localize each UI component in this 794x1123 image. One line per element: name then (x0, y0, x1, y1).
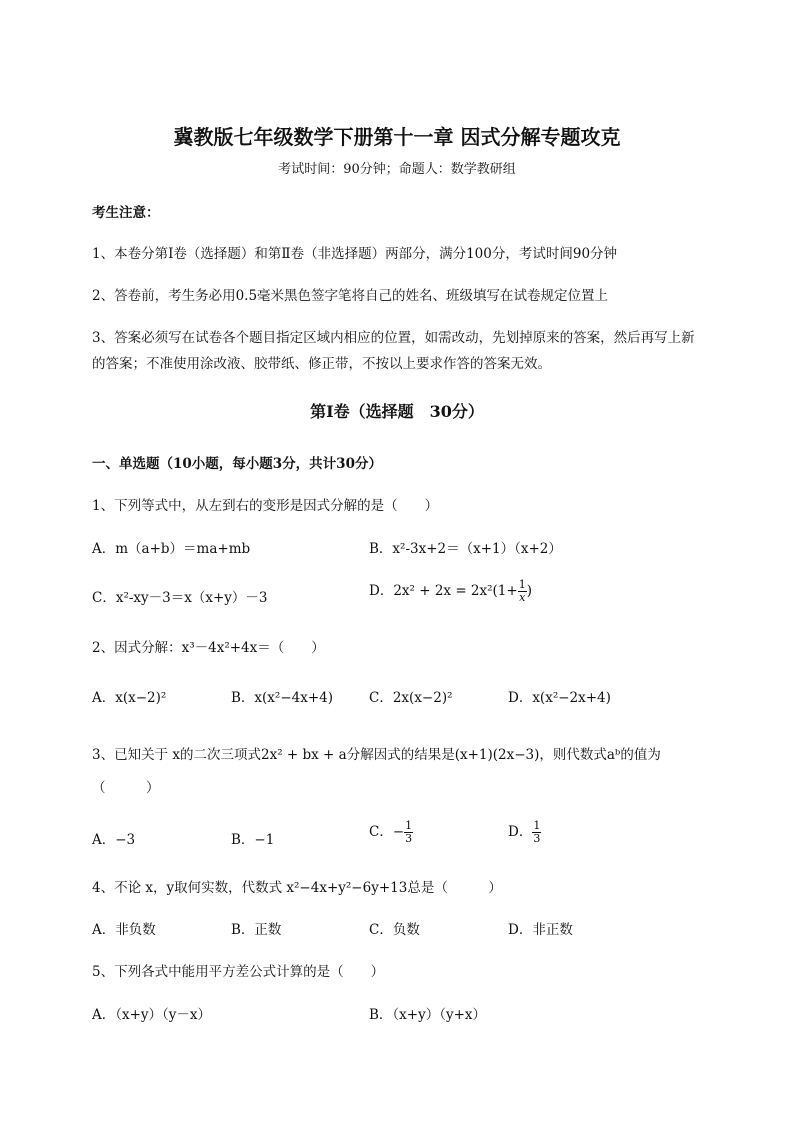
fraction (532, 820, 541, 845)
notice-heading: 考生注意： (92, 205, 160, 221)
numerator: 1 (405, 819, 413, 832)
notice-item-3: 3、答案必须写在试卷各个题目指定区域内相应的位置，如需改动，先划掉原来的答案，然后再写上新 (92, 330, 695, 346)
question-4-stem: 4、不论 x，y取何实数，代数式 x²−4x+y²−6y+13总是（ ） (92, 880, 502, 896)
question-4-option-d[interactable]: D．非正数 (508, 922, 573, 938)
question-2-option-b[interactable]: B．x(x²−4x+4) (231, 690, 334, 706)
denominator: 3 (405, 832, 413, 845)
question-5-stem: 5、下列各式中能用平方差公式计算的是（ ） (92, 964, 385, 980)
option-d-prefix: D． (508, 824, 533, 840)
option-d-close: ) (526, 583, 532, 599)
question-1-option-c[interactable]: C．x²-xy－3＝x（x+y）－3 (92, 590, 268, 606)
question-2-option-c[interactable]: C．2x(x−2)² (369, 690, 453, 706)
numerator: 1 (533, 819, 541, 832)
question-1-stem: 1、下列等式中，从左到右的变形是因式分解的是（ ） (92, 498, 439, 514)
question-3-option-b[interactable]: B．−1 (231, 832, 275, 848)
question-4-option-a[interactable]: A．非负数 (92, 922, 156, 938)
question-3-stem: 3、已知关于 x的二次三项式2x² + bx + a分解因式的结果是(x+1)(2x−3)，则代数式aᵇ的值为 (92, 747, 661, 763)
denominator: 3 (533, 832, 541, 845)
fraction (518, 579, 527, 604)
question-1-option-d[interactable] (369, 579, 532, 604)
question-2-option-a[interactable]: A．x(x−2)² (92, 690, 167, 706)
exam-info: 考试时间：90分钟；命题人：数学教研组 (278, 162, 516, 177)
question-4-option-c[interactable]: C．负数 (369, 922, 420, 938)
numerator: 1 (518, 578, 526, 591)
question-3-option-d[interactable] (508, 820, 541, 845)
option-c-prefix: C．− (369, 824, 405, 840)
notice-item-2: 2、答卷前，考生务必用0.5毫米黑色签字笔将自己的姓名、班级填写在试卷规定位置上 (92, 288, 609, 304)
question-5-option-b[interactable]: B．（x+y）（y+x） (369, 1007, 487, 1023)
question-5-option-a[interactable]: A．（x+y）（y－x） (92, 1007, 212, 1023)
question-3-option-c[interactable] (369, 820, 413, 845)
question-2-option-d[interactable]: D．x(x²−2x+4) (508, 690, 611, 706)
question-1-option-a[interactable]: A．m（a+b）＝ma+mb (92, 541, 251, 557)
question-4-option-b[interactable]: B．正数 (231, 922, 282, 938)
option-d-expression: D．2x² + 2x = 2x²(1+ (369, 583, 518, 599)
part-heading: 一、单选题（10小题，每小题3分，共计30分） (92, 456, 382, 472)
question-3-option-a[interactable]: A．−3 (92, 832, 136, 848)
denominator: x (519, 591, 526, 604)
section-title: 第Ⅰ卷（选择题 30分） (310, 402, 484, 421)
question-2-stem: 2、因式分解：x³－4x²+4x＝（ ） (92, 640, 325, 656)
page-title: 冀教版七年级数学下册第十一章 因式分解专题攻克 (173, 125, 621, 149)
notice-item-1: 1、本卷分第Ⅰ卷（选择题）和第Ⅱ卷（非选择题）两部分，满分100分，考试时间90分钟 (92, 246, 618, 262)
question-3-answer-blank: （ ） (92, 780, 160, 796)
notice-item-3-continued: 的答案；不准使用涂改液、胶带纸、修正带，不按以上要求作答的答案无效。 (92, 356, 551, 372)
fraction (404, 820, 413, 845)
question-1-option-b[interactable]: B．x²-3x+2＝（x+1）（x+2） (369, 541, 562, 557)
